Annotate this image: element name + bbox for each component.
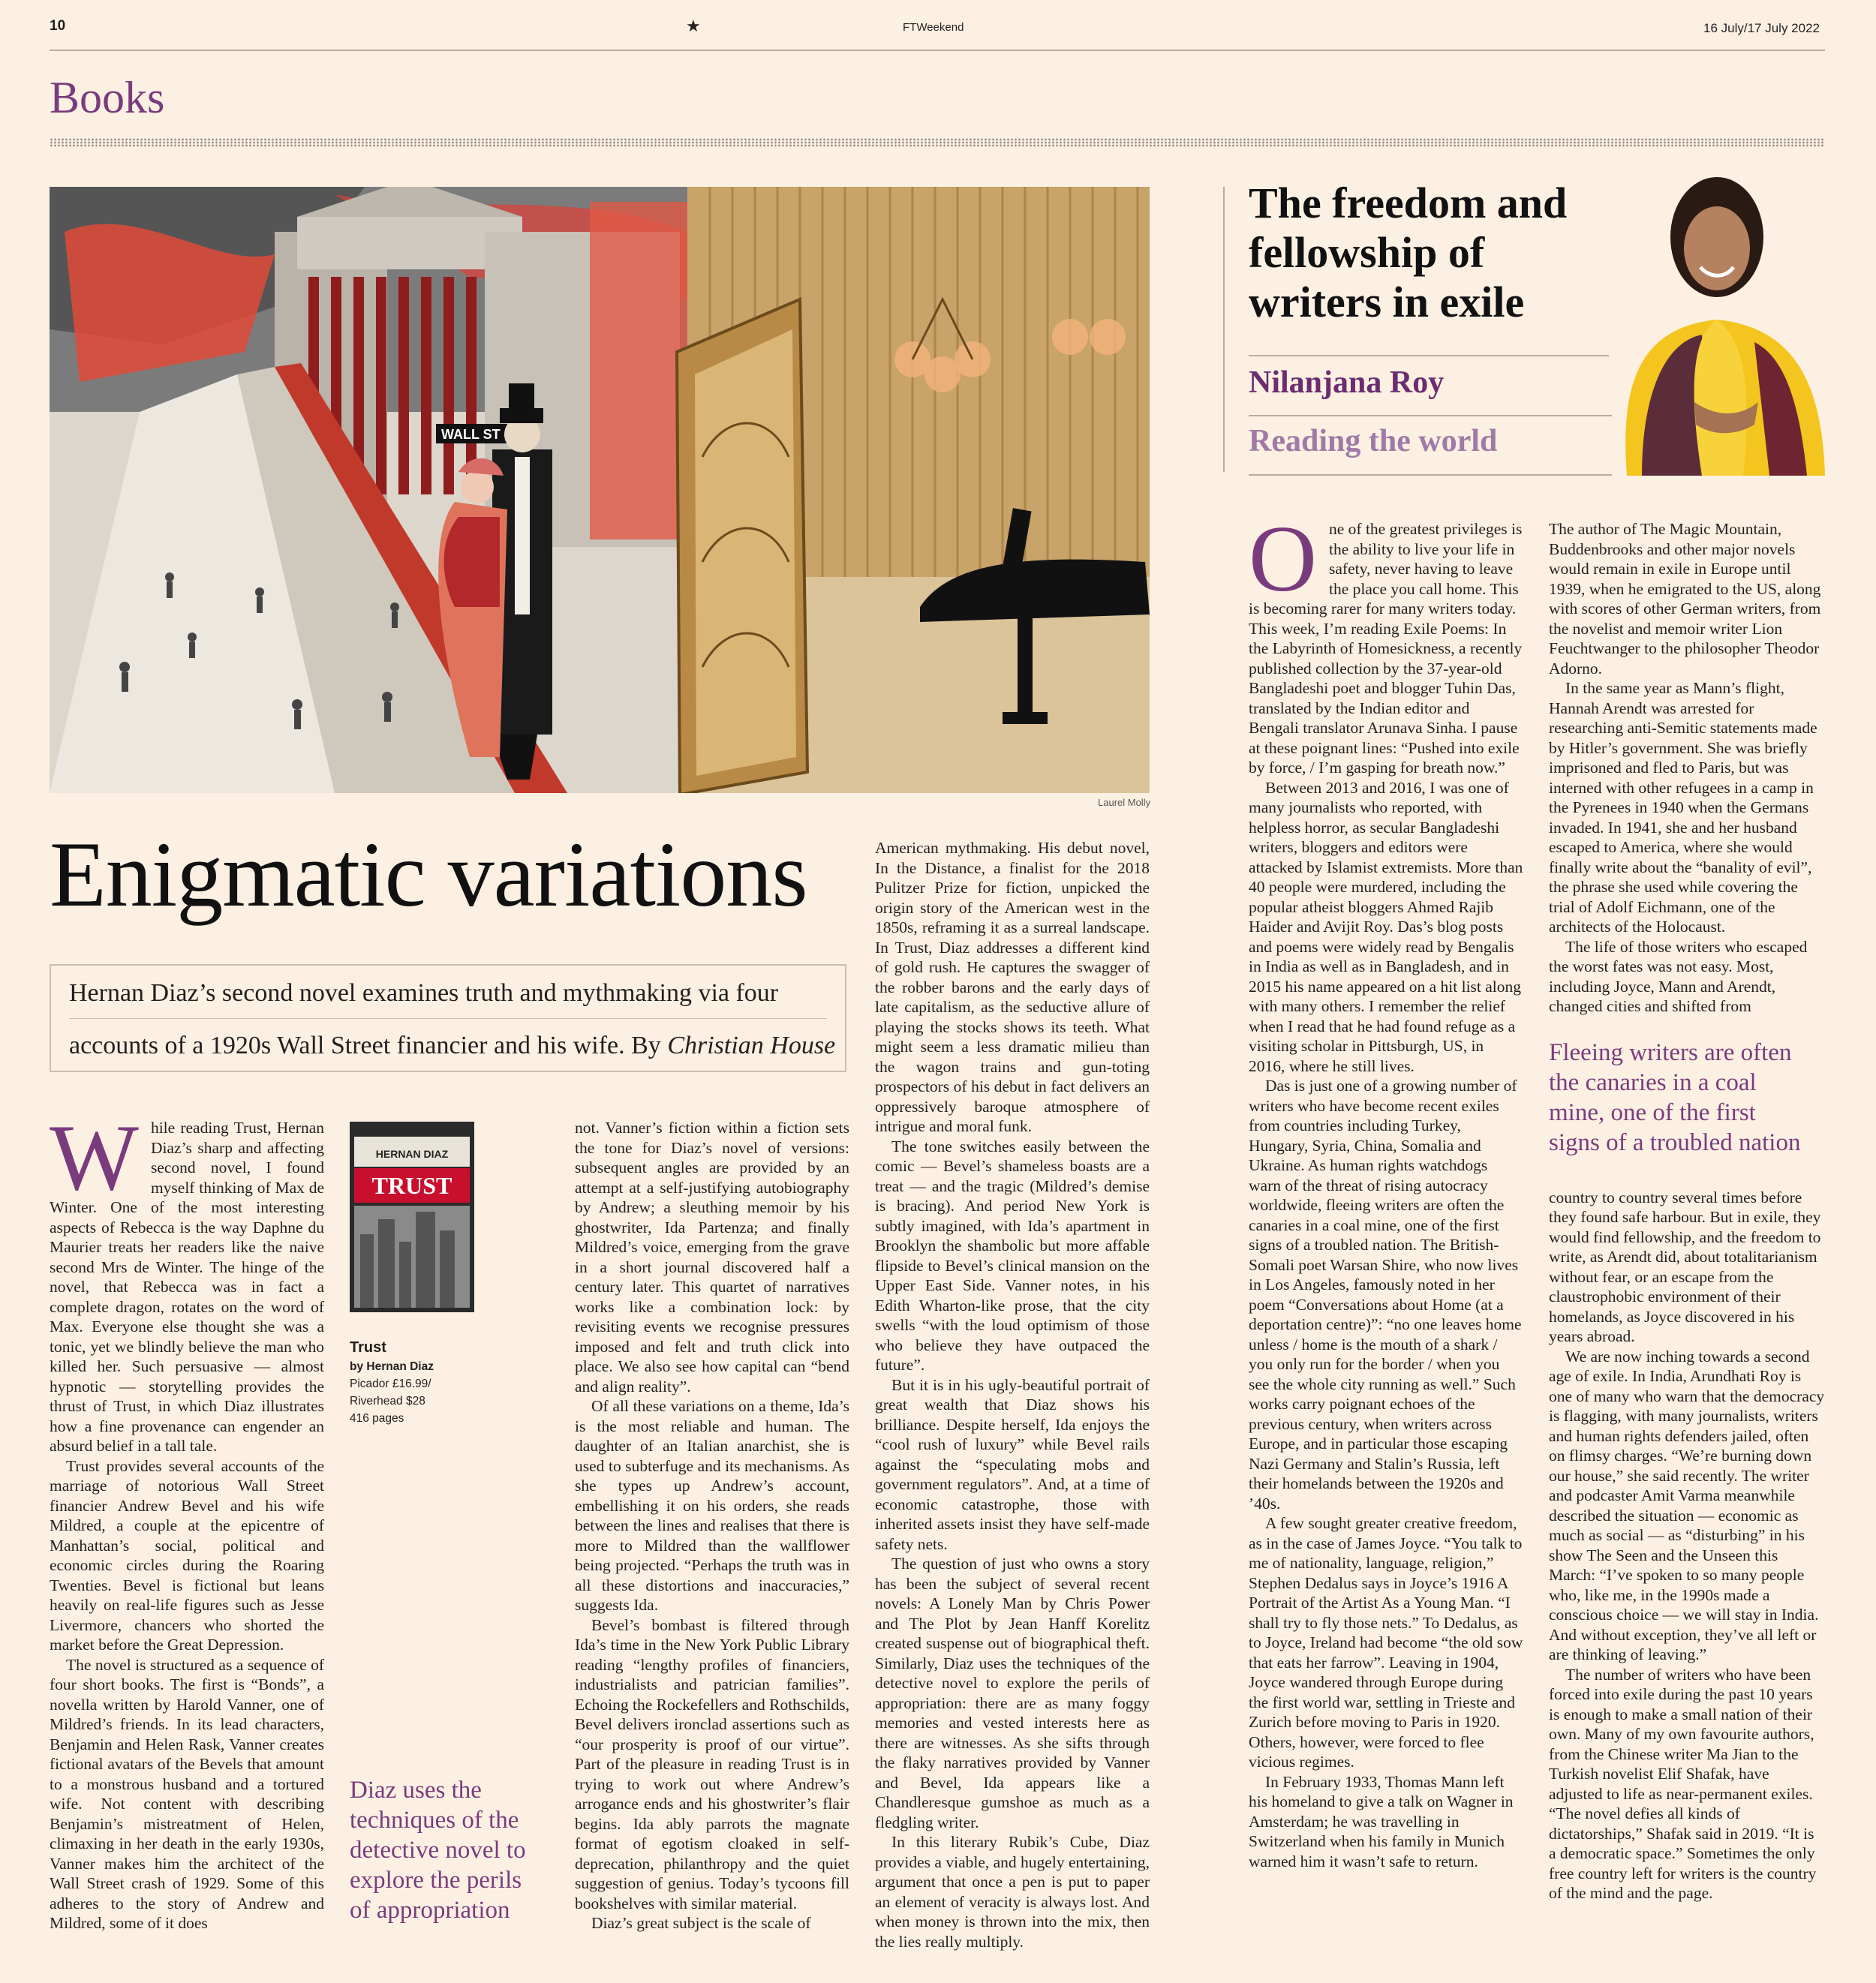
left-column-4 bbox=[875, 838, 1150, 1951]
book-author: by Hernan Diaz bbox=[350, 1360, 434, 1373]
right-column-1 bbox=[1249, 507, 1523, 1871]
headline: Enigmatic variations bbox=[50, 823, 807, 926]
section-title: Books bbox=[50, 73, 165, 122]
columnist-name: Nilanjana Roy bbox=[1249, 365, 1445, 400]
paragraph: The author of The Magic Mountain, Buddenbrooks and other major novels would remain in exile in Europe until 1939, when he emigrated to the US, along with scores of other German writers, from the novelist and memoir writer Lion Feuchtwanger to the philosopher Theodor Adorno. bbox=[1549, 520, 1821, 678]
paragraph: Between 2013 and 2016, I was one of many journalists who reported, with helpless horror, as secular Bangladeshi writers, bloggers and editors were attacked by Islamist extremists. More than 40 people were murdered, including the popular atheist bloggers Ahmed Rajib Haider and Avijit Roy. Das’s blog posts and poems were widely read by Bengalis in India as well as in Bangladesh, and in 2015 his name appeared on a hit list along with many others. I remember the relief when I read that he had found refuge as a visiting scholar in Pittsburgh, US, in 2016, where he still lives. bbox=[1249, 778, 1523, 1075]
paragraph: In the same year as Mann’s flight, Hannah Arendt was arrested for researching anti-Semitic statements made by Hitler’s government. She was briefly imprisoned and fled to Paris, but was interned with other refugees in a camp in the Pyrenees in 1940 when the Germans invaded. In 1941, she and her husband escaped to America, where she would finally write about the “banality of evil”, the phrase she used while covering the trial of Adolf Eichmann, one of the architects of the Holocaust. bbox=[1549, 679, 1817, 936]
right-pullquote: Fleeing writers are often the canaries in a coal mine, one of the first signs of a troubled nation bbox=[1549, 1038, 1801, 1156]
paper-name: FTWeekend bbox=[903, 21, 964, 34]
section-divider bbox=[50, 138, 1825, 147]
paragraph: Bevel’s bombast is filtered through Ida’s time in the New York Public Library reading “lengthy profiles of financiers, industrialists and patrician families”. Echoing the Rockefellers and Rothschilds, Bevel delivers ironclad assertions such as “our prosperity is proof of our virtue”. Part of the pleasure in reading Trust is in trying to work out where Andrew’s arrogance ends and his ghostwriter’s flair begins. Ida ably parrots the magnate format of egotism cloaked in self-deprecation, philanthropy and the quiet suggestion of genius. Today’s tycoons fill bookshelves with similar material. bbox=[575, 1615, 850, 1912]
issue-date: 16 July/17 July 2022 bbox=[1703, 21, 1820, 35]
paragraph: A few sought greater creative freedom, as in the case of James Joyce. “You talk to me of nationality, language, religion,” Stephen Dedalus says in Joyce’s 1916 A Portrait of the Artist As a Young Man. “I shall try to fly those nets.” To Dedalus, as to Joyce, Ireland had become “the old sow that eats her farrow”. Leaving in 1904, Joyce wandered through Europe during the first world war, settling in Trieste and Zurich before moving to Paris in 1920. Others, however, were forced to flee vicious regimes. bbox=[1249, 1514, 1523, 1771]
paragraph: ne of the greatest privileges is the ability to live your life in safety, never having to leave the place you call home. This is becoming rarer for many writers today. This week, I’m reading Exile Poems: In the Labyrinth of Homesickness, a recently published collection by the 37-year-old Bangladeshi poet and blogger Tuhin Das, translated by the Indian editor and Bengali translator Arunava Sinha. I pause at these poignant lines: “Pushed into exile by force, / I’m gasping for breath now.” bbox=[1249, 520, 1523, 777]
book-price-2: Riverhead $28 bbox=[350, 1395, 425, 1408]
dropcap: W bbox=[50, 1106, 139, 1210]
paragraph: The novel is structured as a sequence of four short books. The first is “Bonds”, a novella written by Harold Vanner, one of Mildred’s friends. In its lead characters, Benjamin and Helen Rask, Vanner creates fictional avatars of the Bevels that amount to a monstrous husband and a tortured wife. Not content with describing Benjamin’s mistreatment of Helen, climaxing in her death in the early 1930s, Vanner makes him the architect of the Wall Street crash of 1929. Some of this adheres to the story of Andrew and Mildred, some of it does bbox=[50, 1655, 324, 1932]
page-number: 10 bbox=[50, 18, 66, 34]
book-title: Trust bbox=[350, 1339, 386, 1356]
standfirst-box bbox=[50, 964, 846, 1072]
standfirst-line-2 bbox=[69, 1032, 835, 1060]
book-info bbox=[350, 1337, 434, 1427]
left-pullquote: Diaz uses the techniques of the detective novel to explore the perils of appropriation bbox=[350, 1777, 526, 1924]
book-pages: 416 pages bbox=[350, 1412, 404, 1425]
paragraph: Das is just one of a growing number of writers who have become recent exiles from countries including Turkey, Hungary, Syria, China, Somalia and Ukraine. As human rights watchdogs warn of the threat of rising autocracy worldwide, fleeing writers are often the canaries in a coal mine, one of the first signs of a troubled nation. The British-Somali poet Warsan Shire, who now lives in Los Angeles, famously noted in her poem “Conversations about Home (at a deportation centre)”: “no one leaves home unless / home is the mouth of a shark / you only run for the border / when you see the whole city running as well.” Such works carry poignant echoes of the previous century, when writers across Europe, and in particular those escaping Nazi Germany and Stalin’s Russia, left their homelands between the 1920s and ’40s. bbox=[1249, 1077, 1522, 1513]
column-name: Reading the world bbox=[1249, 424, 1498, 458]
standfirst-rule bbox=[69, 1018, 827, 1019]
byline: Christian House bbox=[667, 1032, 836, 1059]
book-cover bbox=[350, 1122, 474, 1312]
paragraph: American mythmaking. His debut novel, In the Distance, a finalist for the 2018 Pulitzer Prize for fiction, unpicked the origin story of the American west in the 1850s, reframing it as a surreal landscape. In Trust, Diaz addresses a different kind of gold rush. He captures the swagger of the robber barons and the early days of late capitalism, as the seductive allure of playing the stocks shows its teeth. What might seem a less dramatic milieu than the wagon trains and gun-toting prospectors of his debut in fact delivers an oppressively baroque atmosphere of intrigue and moral funk. bbox=[875, 839, 1150, 1135]
left-column-1 bbox=[50, 1106, 324, 1933]
cover-title: TRUST bbox=[371, 1172, 452, 1199]
right-headline: The freedom and fellowship of writers in exile bbox=[1249, 179, 1568, 326]
dropcap: O bbox=[1249, 507, 1317, 611]
column-rule bbox=[1223, 187, 1225, 472]
book-price: Picador £16.99/ bbox=[350, 1378, 431, 1390]
paragraph: The life of those writers who escaped the worst fates was not easy. Most, including Joyce, Mann and Arendt, changed cities and shifted from bbox=[1549, 937, 1808, 1015]
paragraph: The tone switches easily between the comic — Bevel’s shameless boasts are a treat — and the tragic (Mildred’s demise is bracing). And period New York is subtly imagined, with Ida’s apartment in Brooklyn the shambolic but more affable flipside to Bevel’s clinical mansion on the Upper East Side. Vanner notes, in his Edith Wharton-like prose, that the city swells “with the loud optimism of those who believe they have outpaced the future”. bbox=[875, 1137, 1150, 1374]
paragraph: Trust provides several accounts of the marriage of notorious Wall Street financier Andrew Bevel and his wife Mildred, a couple at the epicentre of Manhattan’s social, political and economic circles during the Roaring Twenties. Bevel is fictional but leans heavily on real-life figures such as Jesse Livermore, chancers who shorted the market before the Great Depression. bbox=[50, 1456, 324, 1654]
paragraph: Diaz’s great subject is the scale of bbox=[591, 1914, 811, 1932]
author-portrait bbox=[1612, 155, 1825, 476]
paragraph: hile reading Trust, Hernan Diaz’s sharp and affecting second novel, I found myself thinking of Max de Winter. One of the most interesting aspects of Rebecca is the way Daphne du Maurier treats her readers like the naive second Mrs de Winter. The hinge of the novel, that Rebecca was in fact a complete dragon, rotates on the word of Max. Everyone else thought she was a tonic, yet we blindly believe the man who killed her. Such persuasive — almost hypnotic — storytelling provides the thrust of Trust, in which Diaz illustrates how a fine provenance can engender an absurd belief in a tall tale. bbox=[50, 1119, 324, 1455]
paragraph: The question of just who owns a story has been the subject of several recent novels: A Lonely Man by Chris Power and The Plot by Jean Hanff Korelitz created suspense out of biographical theft. Similarly, Diaz uses the techniques of the detective novel to explore the perils of appropriation: there are as many foggy memories and vested interests here as there are witnesses. As she sifts through the flaky narratives provided by Vanner and Bevel, Ida appears like a Chandleresque gumshoe as much as a fledgling writer. bbox=[875, 1555, 1150, 1831]
star-icon: ★ bbox=[686, 17, 701, 35]
standfirst-text: accounts of a 1920s Wall Street financier and his wife. By bbox=[69, 1032, 668, 1059]
paragraph: Of all these variations on a theme, Ida’s is the most reliable and human. The daughter of an Italian anarchist, she is used to subterfuge and its mechanisms. As she types up Andrew’s account, embellishing it on his orders, she reads between the lines and realises that there is more to Mildred than the wallflower being projected. “Perhaps the truth was in all these distortions and inaccuracies,” suggests Ida. bbox=[575, 1397, 849, 1614]
paragraph: not. Vanner’s fiction within a fiction sets the tone for Diaz’s novel of versions: subsequent angles are provided by an attempt at a self-justifying autobiography by Andrew; a sleuthing memoir by his ghostwriter, Ida Partenza; and finally Mildred’s voice, emerging from the grave in a short journal discovered half a century later. This quartet of narratives works like a combination lock: by revisiting events we recognise pressures imposed and felt and truth click into place. We also see how capital can “bend and align reality”. bbox=[575, 1119, 849, 1396]
standfirst-line-1: Hernan Diaz’s second novel examines truth and mythmaking via four bbox=[69, 979, 779, 1007]
paragraph: We are now inching towards a second age of exile. In India, Arundhati Roy is one of many who warn that the democracy is flagging, with many journalists, writers and human rights defenders jailed, often on flimsy charges. “We’re burning down our house,” she said recently. The writer and podcaster Amit Varma meanwhile described the situation — economic as much as social — as “disturbing” in his show The Seen and the Unseen this March: “I’ve spoken to so many people who, like me, in the 1990s made a conscious choice — we will stay in India. And without exception, they’ve all left or are thinking of leaving.” bbox=[1549, 1347, 1825, 1663]
cover-author: HERNAN DIAZ bbox=[375, 1148, 449, 1160]
top-rule bbox=[50, 50, 1825, 51]
illustration-credit: Laurel Molly bbox=[1098, 797, 1151, 808]
paragraph: In February 1933, Thomas Mann left his homeland to give a talk on Wagner in Amsterdam; he was travelling in Switzerland when his family in Munich warned him it wasn’t safe to return. bbox=[1249, 1772, 1514, 1870]
paragraph: country to country several times before they found safe harbour. But in exile, they would find fellowship, and the freedom to write, as Arendt did, about totalitarianism without fear, or an escape from the claustrophobic environment of their homelands, as Joyce discovered in his years abroad. bbox=[1549, 1188, 1821, 1345]
header-rule bbox=[1249, 355, 1609, 356]
right-column-2 bbox=[1549, 519, 1825, 1903]
left-column-3 bbox=[575, 1118, 849, 1933]
paragraph: But it is in his ugly-beautiful portrait of great wealth that Diaz shows his brilliance. Despite herself, Ida enjoys the “cool rush of luxury” while Bevel rails against the “speculating mobs and government regulators”. And, at a time of economic catastrophe, those with inherited assets insist they have self-made safety nets. bbox=[875, 1375, 1150, 1553]
paragraph: In this literary Rubik’s Cube, Diaz provides a viable, and hugely entertaining, argument that once a pen is put to paper an element of veracity is always lost. And when money is thrown into the mix, then the lies really multiply. bbox=[875, 1833, 1150, 1951]
paragraph: The number of writers who have been forced into exile during the past 10 years is enough to make a small nation of their own. Many of my own favourite authors, from the Chinese writer Ma Jian to the Turkish novelist Elif Shafak, have adjusted to life as near-permanent exiles. “The novel defies all kinds of dictatorships,” Shafak said in 2019. “It is a democratic space.” Sometimes the only free country left for writers is the country of the mind and the page. bbox=[1549, 1665, 1817, 1902]
illustration bbox=[50, 187, 1150, 793]
street-sign: WALL ST bbox=[441, 427, 501, 442]
